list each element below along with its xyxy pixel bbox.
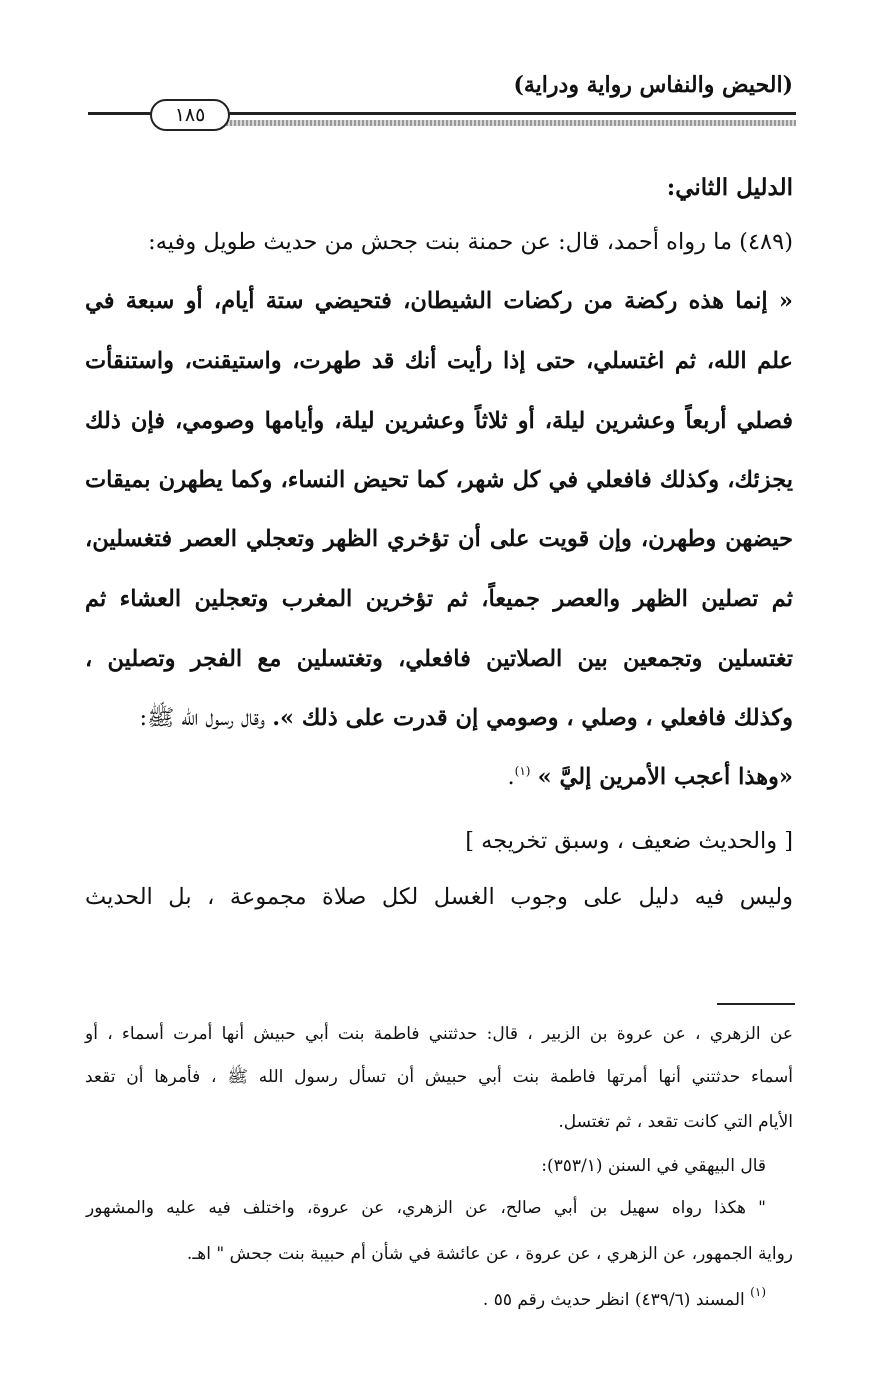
text-line: ثم تصلين الظهر والعصر جميعاً، ثم تؤخرين المغرب وتعجلين العشاء ثم — [85, 586, 793, 612]
section-heading: الدليل الثاني: — [666, 174, 793, 201]
footnote-line: عن الزهري ، عن عروة بن الزبير ، قال: حدثتني فاطمة بنت أبي حبيش أنها أمرت أسماء ، أو — [85, 1024, 793, 1044]
text-line: حيضهن وطهرن، وإن قويت على أن تؤخري الظهر وتعجلي العصر فتغسلين، — [85, 526, 793, 552]
text-line: تغتسلين وتجمعين بين الصلاتين فافعلي، وتغتسلين مع الفجر وتصلين ، — [85, 646, 793, 672]
text-line: « إنما هذه ركضة من ركضات الشيطان، فتحيضي ستة أيام، أو سبعة في — [85, 288, 793, 314]
text-line: وليس فيه دليل على وجوب الغسل لكل صلاة مجموعة ، بل الحديث — [85, 884, 793, 910]
footnote-ref: (١) — [514, 764, 531, 778]
running-title: (الحيض والنفاس رواية ودراية) — [513, 72, 793, 98]
footnote-1 — [482, 1285, 766, 1310]
text-line: (٤٨٩) ما رواه أحمد، قال: عن حمنة بنت جحش من حديث طويل وفيه: — [148, 229, 793, 255]
text-segment: . — [507, 764, 515, 790]
text-line — [508, 764, 794, 790]
footnote-line: رواية الجمهور، عن الزهري ، عن عروة ، عن عائشة في شأن أم حبيبة بنت جحش " اهـ. — [186, 1244, 793, 1264]
footnote-marker: (١) — [750, 1285, 766, 1299]
text-line: فصلي أربعاً وعشرين ليلة، أو ثلاثاً وعشرين ليلة، وأيامها وصومي، فإن ذلك — [85, 408, 793, 434]
footnote-line: قال البيهقي في السنن (٣٥٣/١): — [541, 1156, 766, 1176]
page-number: ١٨٥ — [150, 99, 230, 131]
footnote-line: أسماء حدثتني أنها أمرتها فاطمة بنت أبي حبيش أن تسأل رسول الله ﷺ ، فأمرها أن تقعد — [85, 1067, 793, 1087]
quote-end: وكذلك فافعلي ، وصلي ، وصومي إن قدرت على ذلك ». — [272, 705, 793, 731]
text-line: يجزئك، وكذلك فافعلي في كل شهر، كما تحيض النساء، وكما يطهرن بميقات — [85, 467, 793, 493]
text-line: علم الله، ثم اغتسلي، حتى إذا رأيت أنك قد طهرت، واستيقنت، واستنقأت — [85, 348, 793, 374]
footnote-rule — [717, 1003, 795, 1005]
footnote-text: المسند (٤٣٩/٦) انظر حديث رقم ٥٥ . — [482, 1290, 751, 1310]
header-rule-pattern — [226, 120, 796, 126]
hadith-grade: [ والحديث ضعيف ، وسبق تخريجه ] — [465, 828, 793, 854]
footnote-line: الأيام التي كانت تقعد ، ثم تغتسل. — [558, 1112, 793, 1132]
footnote-line: " هكذا رواه سهيل بن أبي صالح، عن الزهري، عن عروة، واختلف فيه عليه والمشهور — [86, 1198, 766, 1218]
text-line — [140, 705, 793, 737]
text-segment: وقال رسول الله ﷺ: — [139, 705, 273, 731]
quote: «وهذا أعجب الأمرين إليَّ » — [537, 764, 793, 790]
